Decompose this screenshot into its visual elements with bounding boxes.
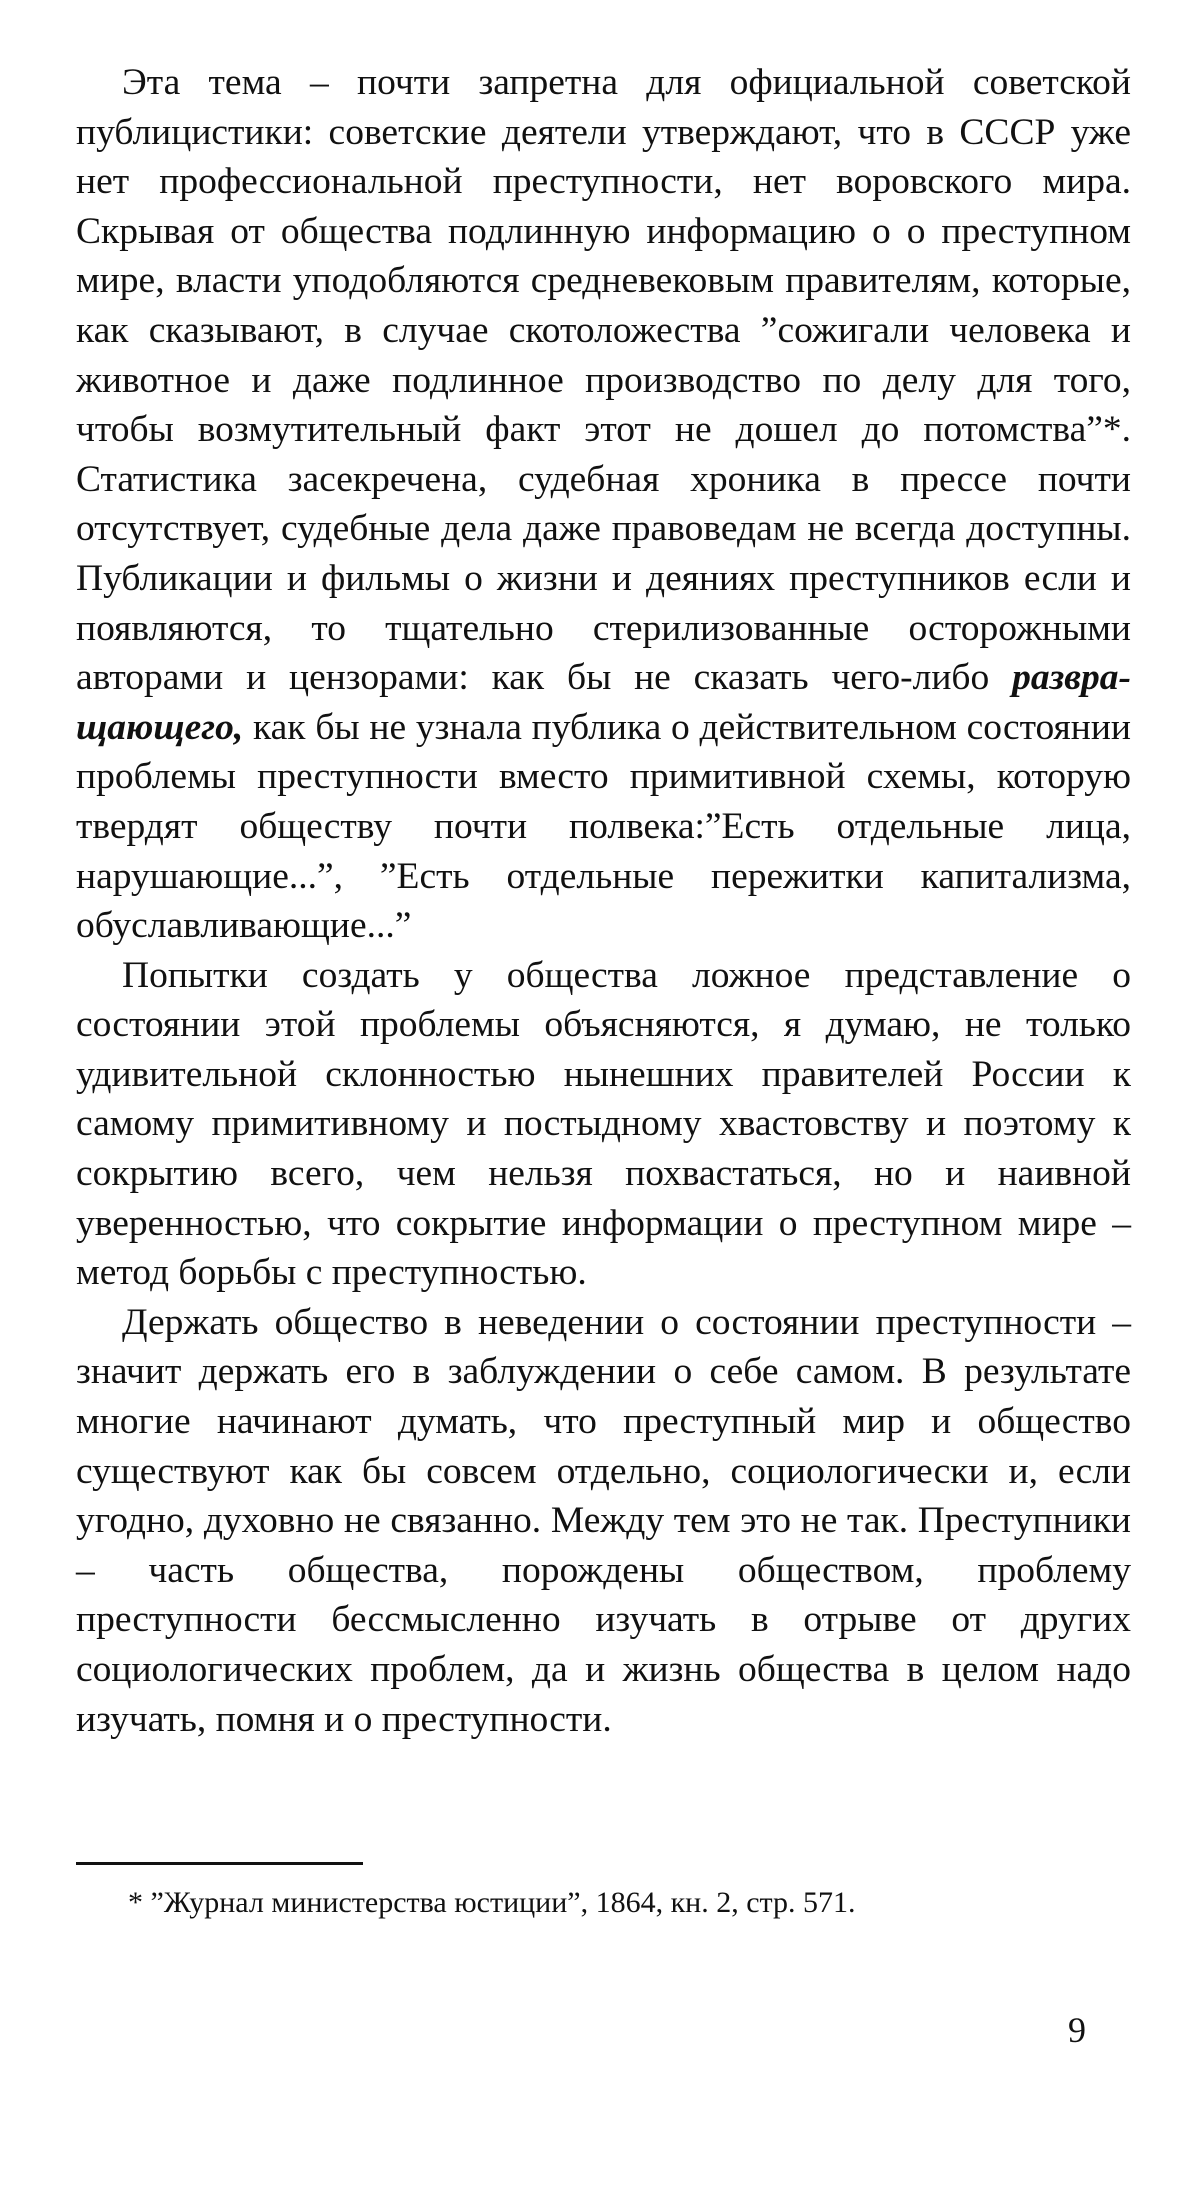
footnote: * ”Журнал министерства юстиции”, 1864, кн. 2, стр. 571. xyxy=(128,1886,856,1919)
page-number: 9 xyxy=(1068,2010,1086,2050)
paragraph-1-text-b: как бы не узнала публика о действительном состоянии проблемы преступности вместо примитивной схемы, которую твердят обществу почти полвека:”Есть отдельные лица, нарушающие...”, ”Есть отдельные пережитки капитализма, обуславливающие...” xyxy=(76,706,1131,947)
paragraph-3: Держать общество в неведении о состоянии преступности – значит держать его в заблуждении о себе самом. В результате многие начинают думать, что преступный мир и общество существуют как бы совсем отдельно, социологически и, если угодно, духовно не связанно. Между тем это не так. Преступники – часть общества, порождены обществом, проблему преступности бессмысленно изучать в отрыве от других социологических проблем, да и жизнь общества в целом надо изучать, помня и о преступности. xyxy=(76,1301,1131,1740)
paragraph-1-text-a: Эта тема – почти запретна для официальной советской публицистики: советские деятели утверждают, что в СССР уже нет профессиональной преступности, нет воровского мира. Скрывая от общества подлинную информацию о о преступном мире, власти уподобляются средневековым правителям, которые, как сказывают, в случае скотоложества ”сожигали человека и животное и даже подлинное производство по делу для того, чтобы возмутительный факт этот не дошел до потомства”*. Статистика засекречена, судебная хроника в прессе почти отсутствует, судебные дела даже правоведам не всегда доступны. Публикации и фильмы о жизни и деяниях преступников если и появляются, то тщательно стерилизованные осторожными авторами и цензорами: как бы не сказать чего-либо xyxy=(76,62,1131,699)
paragraph-2: Попытки создать у общества ложное представление о состоянии этой проблемы объясняются, я думаю, не только удивительной склонностью нынешних правителей России к самому примитивному и постыдному хвастовству и поэтому к сокрытию всего, чем нельзя похвастаться, но и наивной уверенностью, что сокрытие информации о преступном мире – метод борьбы с преступностью. xyxy=(76,954,1131,1294)
emphasized-word: развращающего, xyxy=(76,657,1131,748)
footnote-divider xyxy=(76,1862,363,1865)
paragraph-1 xyxy=(76,58,1131,951)
page-body xyxy=(76,58,1131,1744)
